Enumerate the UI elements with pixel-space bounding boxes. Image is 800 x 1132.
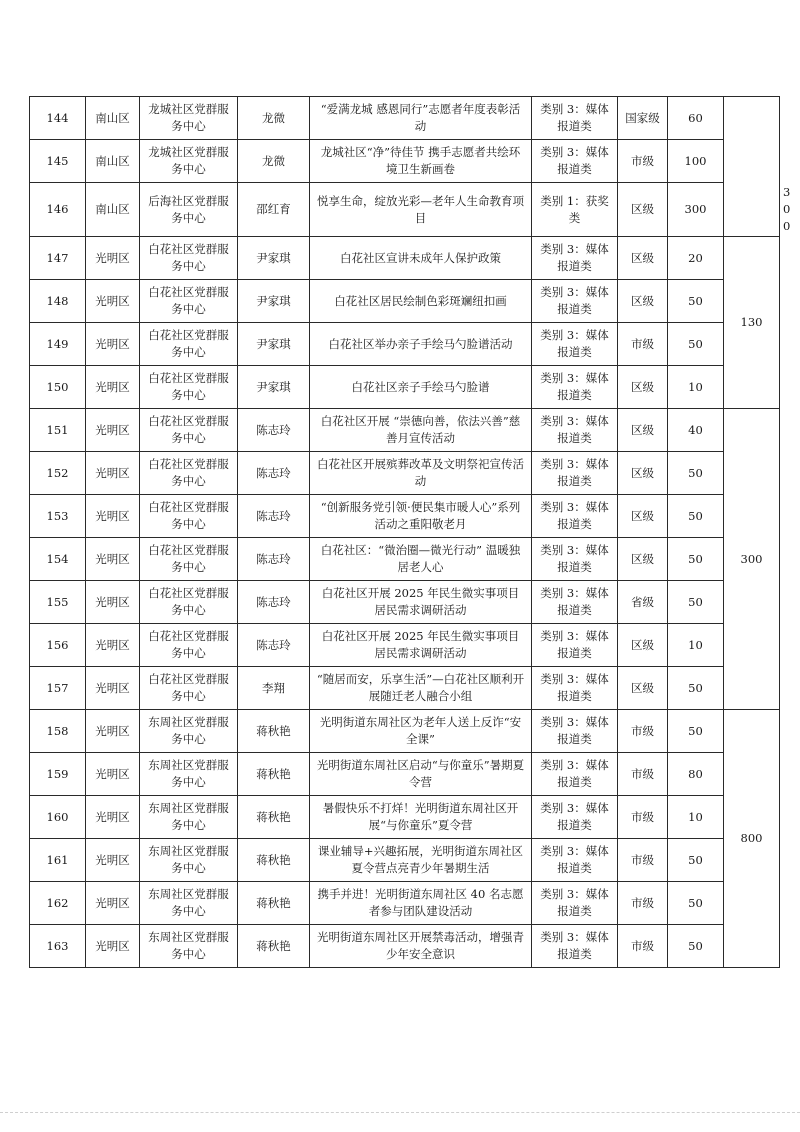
level-cell: 区级 [618,667,668,710]
category-cell: 类别 3：媒体报道类 [532,538,618,581]
activity-title-cell: 白花社区：“微治圈—微光行动” 温暖独居老人心 [310,538,532,581]
person-cell: 尹家琪 [238,366,310,409]
service-center-cell: 东周社区党群服务中心 [140,925,238,968]
person-cell: 蒋秋艳 [238,796,310,839]
activity-title-cell: 光明街道东周社区启动“与你童乐”暑期夏令营 [310,753,532,796]
category-cell: 类别 3：媒体报道类 [532,97,618,140]
service-center-cell: 白花社区党群服务中心 [140,237,238,280]
level-cell: 区级 [618,366,668,409]
district-cell: 光明区 [86,452,140,495]
district-cell: 光明区 [86,538,140,581]
service-center-cell: 东周社区党群服务中心 [140,882,238,925]
table-row [30,624,780,667]
category-cell: 类别 3：媒体报道类 [532,710,618,753]
service-center-cell: 白花社区党群服务中心 [140,624,238,667]
service-center-cell: 龙城社区党群服务中心 [140,97,238,140]
activity-title-cell: 白花社区开展 2025 年民生微实事项目居民需求调研活动 [310,624,532,667]
activity-title-cell: 白花社区开展 “崇德向善，依法兴善”慈善月宣传活动 [310,409,532,452]
score-cell: 80 [668,753,724,796]
table-row [30,495,780,538]
category-cell: 类别 3：媒体报道类 [532,753,618,796]
activity-title-cell: “爱满龙城 感恩同行”志愿者年度表彰活动 [310,97,532,140]
row-number-cell: 149 [30,323,86,366]
district-cell: 光明区 [86,667,140,710]
level-cell: 区级 [618,409,668,452]
person-cell: 陈志玲 [238,495,310,538]
level-cell: 区级 [618,624,668,667]
score-cell: 50 [668,538,724,581]
table-row [30,538,780,581]
activity-title-cell: 白花社区亲子手绘马勺脸谱 [310,366,532,409]
row-number-cell: 146 [30,183,86,237]
service-center-cell: 白花社区党群服务中心 [140,280,238,323]
table-row [30,925,780,968]
level-cell: 区级 [618,280,668,323]
level-cell: 市级 [618,882,668,925]
service-center-cell: 白花社区党群服务中心 [140,495,238,538]
level-cell: 国家级 [618,97,668,140]
category-cell: 类别 3：媒体报道类 [532,839,618,882]
activity-title-cell: 白花社区居民绘制色彩斑斓纽扣画 [310,280,532,323]
category-cell: 类别 3：媒体报道类 [532,581,618,624]
table-row [30,409,780,452]
person-cell: 尹家琪 [238,323,310,366]
score-cell: 50 [668,452,724,495]
score-cell: 60 [668,97,724,140]
table-row [30,140,780,183]
service-center-cell: 白花社区党群服务中心 [140,409,238,452]
service-center-cell: 后海社区党群服务中心 [140,183,238,237]
district-cell: 光明区 [86,409,140,452]
person-cell: 陈志玲 [238,452,310,495]
person-cell: 龙微 [238,97,310,140]
district-cell: 光明区 [86,624,140,667]
category-cell: 类别 1：获奖类 [532,183,618,237]
service-center-cell: 白花社区党群服务中心 [140,366,238,409]
district-cell: 南山区 [86,183,140,237]
table-body [30,97,791,968]
service-center-cell: 白花社区党群服务中心 [140,323,238,366]
district-cell: 光明区 [86,280,140,323]
row-number-cell: 160 [30,796,86,839]
level-cell: 区级 [618,538,668,581]
score-cell: 50 [668,710,724,753]
district-cell: 光明区 [86,237,140,280]
score-cell: 50 [668,667,724,710]
score-cell: 50 [668,882,724,925]
score-cell: 10 [668,366,724,409]
table-row [30,796,780,839]
row-number-cell: 150 [30,366,86,409]
service-center-cell: 龙城社区党群服务中心 [140,140,238,183]
row-number-cell: 159 [30,753,86,796]
service-center-cell: 白花社区党群服务中心 [140,452,238,495]
person-cell: 陈志玲 [238,581,310,624]
table-row [30,581,780,624]
person-cell: 李翔 [238,667,310,710]
district-cell: 光明区 [86,710,140,753]
person-cell: 蒋秋艳 [238,839,310,882]
person-cell: 蒋秋艳 [238,710,310,753]
row-number-cell: 154 [30,538,86,581]
level-cell: 市级 [618,140,668,183]
table-row [30,882,780,925]
group-total-cell: 130 [724,237,780,409]
person-cell: 尹家琪 [238,237,310,280]
score-cell: 50 [668,495,724,538]
category-cell: 类别 3：媒体报道类 [532,796,618,839]
district-cell: 光明区 [86,753,140,796]
district-cell: 光明区 [86,839,140,882]
scores-table [29,96,791,968]
table-row [30,97,780,140]
score-cell: 50 [668,925,724,968]
category-cell: 类别 3：媒体报道类 [532,452,618,495]
district-cell: 光明区 [86,366,140,409]
district-cell: 光明区 [86,925,140,968]
category-cell: 类别 3：媒体报道类 [532,323,618,366]
activity-title-cell: “随居而安，乐享生活”—白花社区顺利开展随迁老人融合小组 [310,667,532,710]
category-cell: 类别 3：媒体报道类 [532,495,618,538]
person-cell: 邵红育 [238,183,310,237]
activity-title-cell: 暑假快乐不打烊！光明街道东周社区开展“与你童乐”夏令营 [310,796,532,839]
row-number-cell: 155 [30,581,86,624]
service-center-cell: 东周社区党群服务中心 [140,710,238,753]
activity-title-cell: 携手并进！光明街道东周社区 40 名志愿者参与团队建设活动 [310,882,532,925]
score-cell: 50 [668,280,724,323]
row-number-cell: 151 [30,409,86,452]
district-cell: 光明区 [86,581,140,624]
score-cell: 50 [668,323,724,366]
group-total-cell: 800 [724,710,780,968]
activity-title-cell: 课业辅导+兴趣拓展，光明街道东周社区夏令营点亮青少年暑期生活 [310,839,532,882]
row-number-cell: 157 [30,667,86,710]
level-cell: 区级 [618,237,668,280]
person-cell: 陈志玲 [238,409,310,452]
service-center-cell: 东周社区党群服务中心 [140,839,238,882]
person-cell: 陈志玲 [238,624,310,667]
person-cell: 尹家琪 [238,280,310,323]
row-number-cell: 163 [30,925,86,968]
level-cell: 省级 [618,581,668,624]
service-center-cell: 东周社区党群服务中心 [140,796,238,839]
level-cell: 市级 [618,796,668,839]
category-cell: 类别 3：媒体报道类 [532,667,618,710]
score-cell: 50 [668,839,724,882]
level-cell: 市级 [618,839,668,882]
table-row [30,280,780,323]
category-cell: 类别 3：媒体报道类 [532,624,618,667]
group-total-cell [724,97,780,237]
row-number-cell: 144 [30,97,86,140]
category-cell: 类别 3：媒体报道类 [532,140,618,183]
level-cell: 市级 [618,710,668,753]
service-center-cell: 白花社区党群服务中心 [140,581,238,624]
table-row [30,710,780,753]
category-cell: 类别 3：媒体报道类 [532,882,618,925]
service-center-cell: 白花社区党群服务中心 [140,667,238,710]
row-number-cell: 145 [30,140,86,183]
category-cell: 类别 3：媒体报道类 [532,237,618,280]
activity-title-cell: 白花社区开展 2025 年民生微实事项目居民需求调研活动 [310,581,532,624]
row-number-cell: 162 [30,882,86,925]
district-cell: 光明区 [86,882,140,925]
district-cell: 南山区 [86,140,140,183]
page-footer-line [0,1112,800,1113]
activity-title-cell: 龙城社区“净”待佳节 携手志愿者共绘环境卫生新画卷 [310,140,532,183]
activity-title-cell: 光明街道东周社区为老年人送上反诈“安全课” [310,710,532,753]
level-cell: 市级 [618,925,668,968]
score-cell: 300 [668,183,724,237]
category-cell: 类别 3：媒体报道类 [532,366,618,409]
score-cell: 10 [668,624,724,667]
service-center-cell: 东周社区党群服务中心 [140,753,238,796]
table-row [30,452,780,495]
category-cell: 类别 3：媒体报道类 [532,280,618,323]
level-cell: 区级 [618,495,668,538]
activity-title-cell: 白花社区宣讲未成年人保护政策 [310,237,532,280]
table-row [30,323,780,366]
row-number-cell: 161 [30,839,86,882]
activity-title-cell: 白花社区开展殡葬改革及文明祭祀宣传活动 [310,452,532,495]
activity-title-cell: 白花社区举办亲子手绘马勺脸谱活动 [310,323,532,366]
district-cell: 光明区 [86,323,140,366]
row-number-cell: 152 [30,452,86,495]
score-cell: 10 [668,796,724,839]
group-total-cell: 300 [724,409,780,710]
score-cell: 100 [668,140,724,183]
level-cell: 市级 [618,323,668,366]
table-row [30,753,780,796]
level-cell: 区级 [618,452,668,495]
person-cell: 蒋秋艳 [238,882,310,925]
level-cell: 市级 [618,753,668,796]
activity-title-cell: 悦享生命，绽放光彩—老年人生命教育项目 [310,183,532,237]
activity-title-cell: 光明街道东周社区开展禁毒活动，增强青少年安全意识 [310,925,532,968]
activity-title-cell: “创新服务党引领·便民集市暖人心”系列活动之重阳敬老月 [310,495,532,538]
score-cell: 20 [668,237,724,280]
row-number-cell: 147 [30,237,86,280]
table-row [30,237,780,280]
table-row [30,667,780,710]
district-cell: 光明区 [86,796,140,839]
district-cell: 光明区 [86,495,140,538]
table-row: 146 南山区 后海社区党群服务中心 邵红育 悦享生命，绽放光彩—老年人生命教育项目 类别 1：获奖类 区级 300 300 [30,183,780,237]
service-center-cell: 白花社区党群服务中心 [140,538,238,581]
person-cell: 陈志玲 [238,538,310,581]
row-number-cell: 153 [30,495,86,538]
row-number-cell: 148 [30,280,86,323]
score-cell: 50 [668,581,724,624]
row-number-cell: 158 [30,710,86,753]
person-cell: 龙微 [238,140,310,183]
category-cell: 类别 3：媒体报道类 [532,925,618,968]
level-cell: 区级 [618,183,668,237]
district-cell: 南山区 [86,97,140,140]
person-cell: 蒋秋艳 [238,753,310,796]
table-row [30,839,780,882]
person-cell: 蒋秋艳 [238,925,310,968]
row-number-cell: 156 [30,624,86,667]
score-cell: 40 [668,409,724,452]
table-row [30,366,780,409]
category-cell: 类别 3：媒体报道类 [532,409,618,452]
